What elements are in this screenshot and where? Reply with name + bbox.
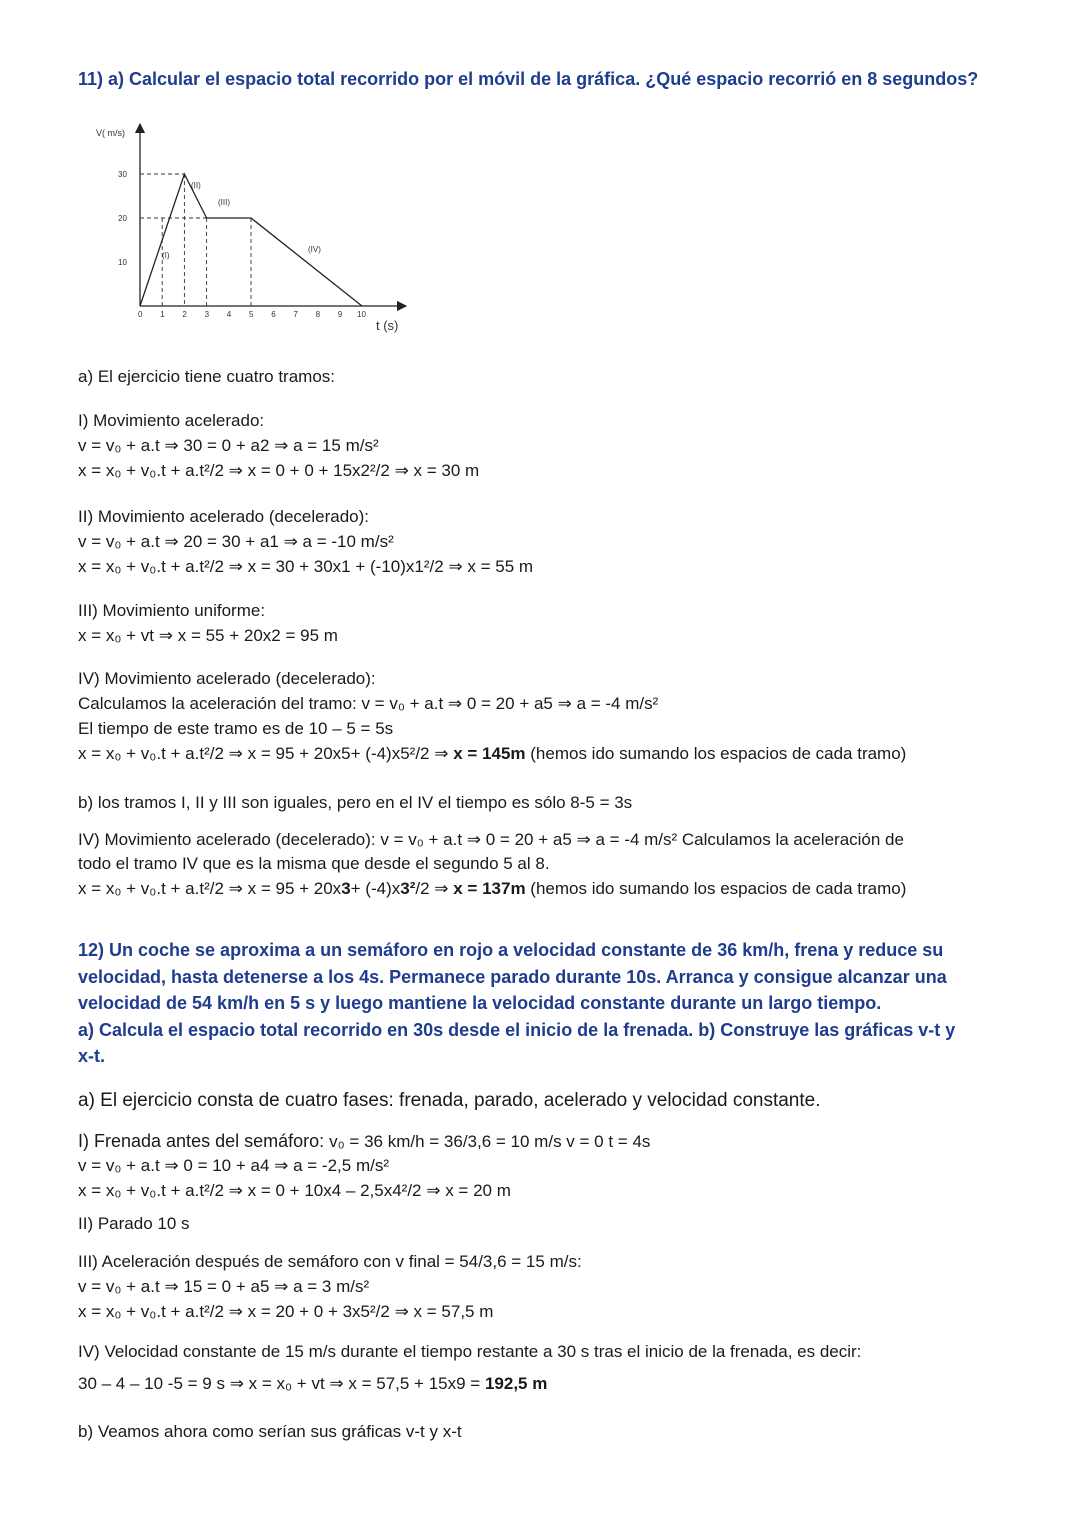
fase2-heading: II) Parado 10 s [78, 1214, 190, 1233]
x-tick-2: 2 [182, 310, 187, 319]
tramo4-line1: Calculamos la aceleración del tramo: v = v₀ + a.t ⇒ 0 = 20 + a5 ⇒ a = -4 m/s² [78, 694, 659, 713]
x-tick-5: 5 [249, 310, 254, 319]
x-axis-label: t (s) [376, 318, 399, 333]
ex12-part-b: b) Veamos ahora como serían sus gráficas v-t y x-t [78, 1422, 462, 1441]
fase4-line1: 30 – 4 – 10 -5 = 9 s ⇒ x = x₀ + vt ⇒ x = 57,5 + 15x9 = 192,5 m [78, 1374, 548, 1393]
section-label-4: (IV) [308, 245, 321, 254]
x-tick-9: 9 [337, 310, 343, 319]
tramo3-heading: III) Movimiento uniforme: [78, 601, 266, 620]
section-label-2: (II) [191, 181, 201, 190]
x-tick-4: 4 [226, 310, 232, 319]
y-tick-labels [118, 170, 127, 267]
fase1-line2: x = x₀ + v₀.t + a.t²/2 ⇒ x = 0 + 10x4 – 2,5x4²/2 ⇒ x = 20 m [78, 1181, 511, 1200]
tramo4-heading: IV) Movimiento acelerado (decelerado): [78, 669, 376, 688]
result-137m: x = 137m [453, 879, 526, 898]
exercise-12-title: 12) Un coche se aproxima a un semáforo en rojo a velocidad constante de 36 km/h, frena y reduce su velocidad, hasta detenerse a los 4s. Permanece parado durante 10s. Arranca y consigue alcanzar una velocidad de 54 km/h en 5 s y luego mantiene la velocidad constante durante un largo tiempo. a) Calcula el espacio total recorrido en 30s desde el inicio de la frenada. b) Construye las gráficas v-t y x-t. [78, 940, 956, 1066]
fase4-heading: IV) Velocidad constante de 15 m/s durante el tiempo restante a 30 s tras el inicio de la frenada, es decir: [78, 1342, 862, 1361]
y-tick-30: 30 [118, 170, 127, 179]
y-axis-label: V( m/s) [96, 128, 125, 138]
tramo2-line1: v = v₀ + a.t ⇒ 20 = 30 + a1 ⇒ a = -10 m/s² [78, 532, 394, 551]
x-tick-7: 7 [293, 310, 298, 319]
dashed-guides [140, 174, 251, 306]
y-tick-20: 20 [118, 214, 127, 223]
x-tick-10: 10 [357, 310, 366, 319]
fase1-heading: I) Frenada antes del semáforo: v₀ = 36 km/h = 36/3,6 = 10 m/s v = 0 t = 4s [78, 1131, 651, 1151]
part-b-line4: x = x₀ + v₀.t + a.t²/2 ⇒ x = 95 + 20x3+ (-4)x3²/2 ⇒ x = 137m (hemos ido sumando los espacios de cada tramo) [78, 879, 907, 898]
fase3-line2: x = x₀ + v₀.t + a.t²/2 ⇒ x = 20 + 0 + 3x5²/2 ⇒ x = 57,5 m [78, 1302, 494, 1321]
tramo1-line1: v = v₀ + a.t ⇒ 30 = 0 + a2 ⇒ a = 15 m/s² [78, 436, 379, 455]
fase3-line1: v = v₀ + a.t ⇒ 15 = 0 + a5 ⇒ a = 3 m/s² [78, 1277, 370, 1296]
section-label-3: (III) [218, 198, 230, 207]
exercise-11-title: 11) a) Calcular el espacio total recorrido por el móvil de la gráfica. ¿Qué espacio recorrió en 8 segundos? [78, 69, 979, 89]
part-b-line1: b) los tramos I, II y III son iguales, pero en el IV el tiempo es sólo 8-5 = 3s [78, 793, 633, 812]
tramo1-heading: I) Movimiento acelerado: [78, 411, 265, 430]
x-tick-1: 1 [160, 310, 165, 319]
ex11-intro: a) El ejercicio tiene cuatro tramos: [78, 367, 335, 386]
part-b-line2: IV) Movimiento acelerado (decelerado): v = v₀ + a.t ⇒ 0 = 20 + a5 ⇒ a = -4 m/s² Calculamos la aceleración de [78, 830, 904, 849]
part-b-line3: todo el tramo IV que es la misma que desde el segundo 5 al 8. [78, 854, 550, 873]
result-192-5m: 192,5 m [484, 1374, 548, 1393]
tramo2-line2: x = x₀ + v₀.t + a.t²/2 ⇒ x = 30 + 30x1 + (-10)x1²/2 ⇒ x = 55 m [78, 557, 534, 576]
y-tick-10: 10 [118, 258, 127, 267]
result-145m: x = 145m [453, 744, 526, 763]
tramo4-line2: El tiempo de este tramo es de 10 – 5 = 5s [78, 719, 394, 738]
section-label-1: (I) [162, 251, 170, 260]
tramo3-line1: x = x₀ + vt ⇒ x = 55 + 20x2 = 95 m [78, 626, 338, 645]
ex12-intro: a) El ejercicio consta de cuatro fases: frenada, parado, acelerado y velocidad constante. [78, 1090, 821, 1111]
tramo1-line2: x = x₀ + v₀.t + a.t²/2 ⇒ x = 0 + 0 + 15x2²/2 ⇒ x = 30 m [78, 461, 480, 480]
fase3-heading: III) Aceleración después de semáforo con v final = 54/3,6 = 15 m/s: [78, 1252, 582, 1271]
x-tick-labels [138, 310, 366, 319]
x-tick-8: 8 [315, 310, 321, 319]
tramo4-line3: x = x₀ + v₀.t + a.t²/2 ⇒ x = 95 + 20x5+ (-4)x5²/2 ⇒ x = 145m (hemos ido sumando los espacios de cada tramo) [78, 744, 907, 763]
x-tick-0: 0 [138, 310, 143, 319]
velocity-time-graph [92, 120, 422, 340]
tramo2-heading: II) Movimiento acelerado (decelerado): [78, 507, 370, 526]
x-tick-3: 3 [204, 310, 210, 319]
x-tick-6: 6 [271, 310, 276, 319]
fase1-line1: v = v₀ + a.t ⇒ 0 = 10 + a4 ⇒ a = -2,5 m/s² [78, 1156, 389, 1175]
